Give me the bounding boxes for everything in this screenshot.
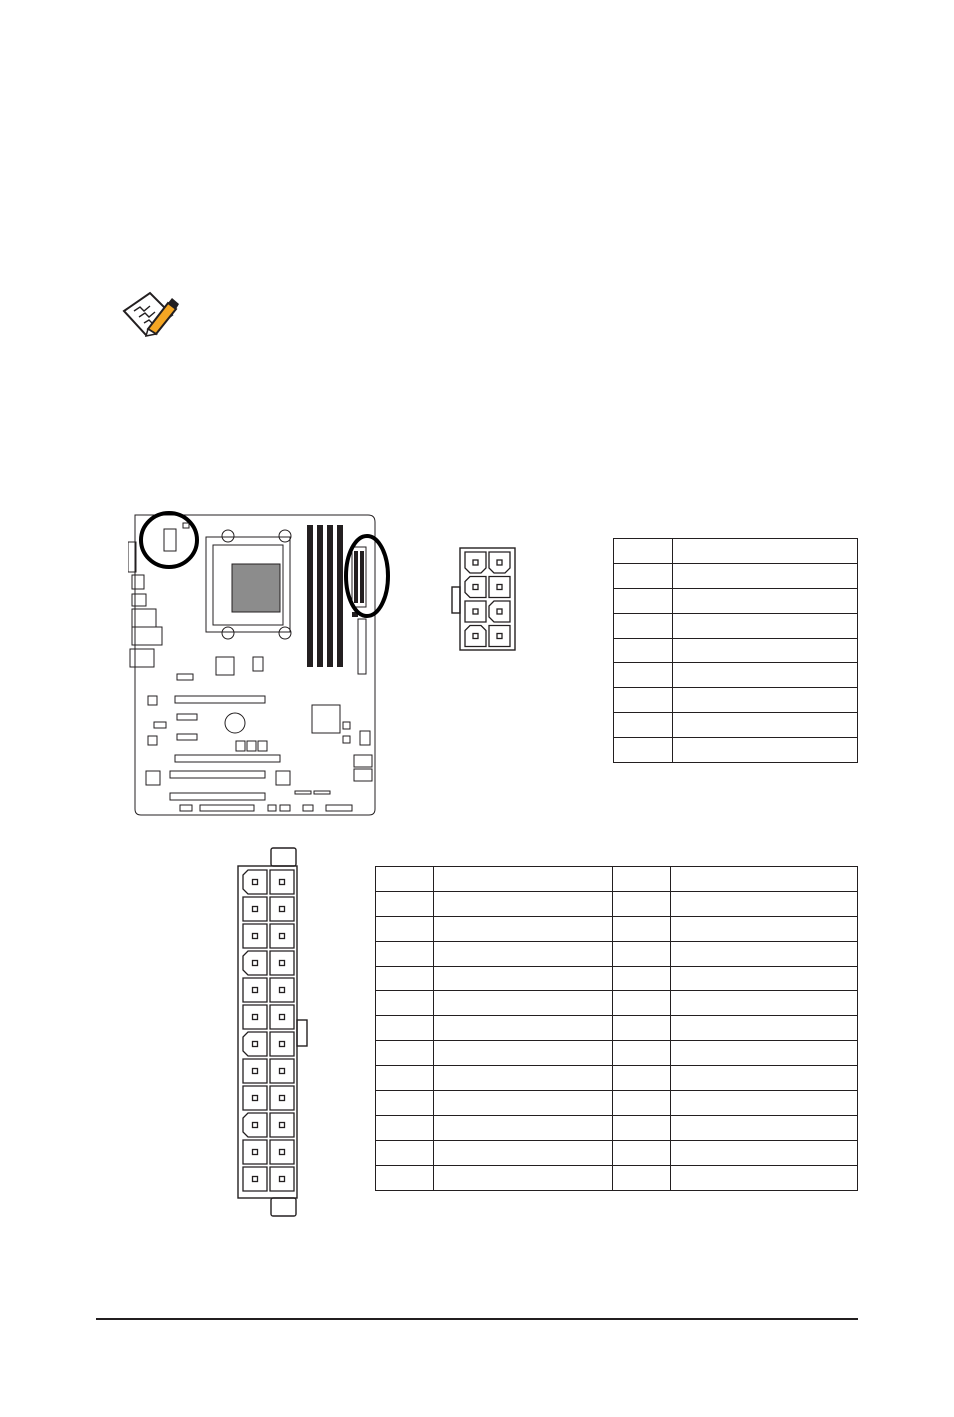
pin-table-cell: [671, 1016, 858, 1041]
connector-pin: [243, 1167, 267, 1191]
pin-contact: [280, 961, 285, 966]
connector-pin: [489, 626, 510, 647]
pin-table-row: [376, 1091, 858, 1116]
pin-table-cell: [433, 966, 612, 991]
connector-pin: [270, 870, 294, 894]
connector-pin: [465, 552, 486, 573]
pin-table-cell: [671, 1165, 858, 1190]
pin-table-cell: [672, 563, 857, 588]
connector-pin: [270, 1086, 294, 1110]
pin-table-cell: [433, 1066, 612, 1091]
pin-contact: [253, 907, 258, 912]
pin-table-row: [614, 688, 858, 713]
pin-contact: [497, 609, 502, 614]
connector-pin: [243, 897, 267, 921]
connector-pin: [270, 1059, 294, 1083]
pin-table-row: [614, 738, 858, 763]
pin-table-cell: [612, 941, 671, 966]
pin-table-cell: [433, 1115, 612, 1140]
pin-table-cell: [671, 1041, 858, 1066]
pin-table-cell: [671, 1140, 858, 1165]
connector-pin: [270, 924, 294, 948]
pin-contact: [253, 961, 258, 966]
note-pencil-icon: [122, 289, 182, 339]
pin-contact: [280, 1096, 285, 1101]
pin-table-cell: [671, 1091, 858, 1116]
pin-contact: [280, 1123, 285, 1128]
connector-pin: [243, 1086, 267, 1110]
pin-table-cell: [433, 916, 612, 941]
pin-contact: [497, 634, 502, 639]
atx12v-pin-table: [613, 538, 858, 763]
motherboard-layout: [128, 509, 390, 821]
pin-table-cell: [672, 539, 857, 564]
pin-table-cell: [614, 688, 673, 713]
pin-table-row: [376, 916, 858, 941]
pin-contact: [473, 585, 478, 590]
pin-contact: [280, 1069, 285, 1074]
pin-table-cell: [614, 539, 673, 564]
pin-contact: [280, 934, 285, 939]
connector-pin: [270, 1005, 294, 1029]
pin-table-cell: [614, 713, 673, 738]
connector-pin: [243, 1005, 267, 1029]
pin-table-row: [614, 539, 858, 564]
connector-pin: [270, 1140, 294, 1164]
pin-table-row: [376, 1140, 858, 1165]
pin-table-row: [614, 613, 858, 638]
connector-pin: [243, 951, 267, 975]
pin-table-cell: [614, 738, 673, 763]
pin-table-cell: [614, 663, 673, 688]
pin-table-row: [376, 1041, 858, 1066]
note-icon: [122, 289, 182, 339]
pin-table-cell: [672, 588, 857, 613]
footer-rule: [96, 1318, 858, 1320]
connector-pin: [489, 601, 510, 622]
connector-pin: [489, 552, 510, 573]
pin-table-row: [376, 1165, 858, 1190]
pin-table-row: [376, 1115, 858, 1140]
pin-contact: [253, 1069, 258, 1074]
pin-table-cell: [376, 1091, 434, 1116]
pin-table-cell: [376, 941, 434, 966]
pin-table-cell: [376, 1115, 434, 1140]
pin-table-row: [376, 1066, 858, 1091]
connector-pin: [270, 951, 294, 975]
pin-table-cell: [612, 867, 671, 892]
connector-pin: [243, 1032, 267, 1056]
pin-table-cell: [376, 867, 434, 892]
atx12v-connector-diagram: [448, 547, 518, 653]
connector-pin: [270, 978, 294, 1002]
pin-table-cell: [612, 1016, 671, 1041]
pin-table-cell: [433, 941, 612, 966]
pin-table-cell: [376, 966, 434, 991]
pin-table-cell: [612, 991, 671, 1016]
motherboard-diagram: [128, 509, 390, 821]
connector-pin: [243, 978, 267, 1002]
pin-table-cell: [671, 1066, 858, 1091]
pin-table-cell: [433, 891, 612, 916]
pin-contact: [253, 1150, 258, 1155]
pin-table-cell: [612, 916, 671, 941]
pin-table-cell: [612, 891, 671, 916]
pin-table-cell: [612, 1140, 671, 1165]
pin-contact: [497, 560, 502, 565]
pin-table-cell: [433, 991, 612, 1016]
connector-pin: [243, 924, 267, 948]
pin-table-cell: [672, 663, 857, 688]
pin-table-cell: [612, 1165, 671, 1190]
pin-table-cell: [376, 1140, 434, 1165]
pin-table-row: [376, 941, 858, 966]
pin-table-row: [614, 713, 858, 738]
pin-table-cell: [614, 588, 673, 613]
pin-contact: [253, 1096, 258, 1101]
pin-contact: [280, 907, 285, 912]
pin-table-row: [614, 588, 858, 613]
pin-table-cell: [672, 738, 857, 763]
pin-contact: [253, 1177, 258, 1182]
pin-table-cell: [671, 916, 858, 941]
pin-contact: [473, 560, 478, 565]
pin-table-cell: [612, 1066, 671, 1091]
pin-table-row: [376, 891, 858, 916]
pin-table-cell: [433, 1165, 612, 1190]
pin-table-cell: [433, 1140, 612, 1165]
connector-pin: [243, 870, 267, 894]
connector-pin: [270, 1167, 294, 1191]
pin-table-cell: [376, 916, 434, 941]
connector-pin: [270, 897, 294, 921]
pin-contact: [253, 1042, 258, 1047]
pin-table-cell: [433, 1041, 612, 1066]
pin-table-cell: [376, 1016, 434, 1041]
pin-table-cell: [614, 613, 673, 638]
pin-table-cell: [612, 1091, 671, 1116]
pin-contact: [280, 1042, 285, 1047]
connector-pin: [243, 1059, 267, 1083]
pin-table-cell: [376, 891, 434, 916]
pin-contact: [280, 1015, 285, 1020]
pin-contact: [253, 934, 258, 939]
pin-contact: [497, 585, 502, 590]
pin-table-cell: [612, 966, 671, 991]
pin-table-cell: [376, 1066, 434, 1091]
pin-table-row: [376, 1016, 858, 1041]
pin-table-row: [614, 563, 858, 588]
pin-table-cell: [672, 688, 857, 713]
pin-table-cell: [433, 1016, 612, 1041]
connector-pin: [243, 1113, 267, 1137]
connector-pin: [489, 577, 510, 598]
pin-contact: [280, 1150, 285, 1155]
connector-pin: [465, 601, 486, 622]
pin-table-row: [376, 867, 858, 892]
connector-pin: [270, 1032, 294, 1056]
pin-table-cell: [672, 638, 857, 663]
connector-pin: [243, 1140, 267, 1164]
pin-table-row: [614, 663, 858, 688]
pin-contact: [253, 1123, 258, 1128]
pin-table-cell: [614, 638, 673, 663]
connector-pin: [465, 577, 486, 598]
pin-table-cell: [376, 1041, 434, 1066]
pin-table-row: [376, 966, 858, 991]
pin-table-cell: [614, 563, 673, 588]
atx-pin-table: [375, 866, 858, 1191]
pin-contact: [280, 988, 285, 993]
pin-table-cell: [376, 991, 434, 1016]
connector-pin: [270, 1113, 294, 1137]
pin-contact: [473, 609, 478, 614]
pin-contact: [473, 634, 478, 639]
pin-table-row: [614, 638, 858, 663]
pin-table-cell: [671, 991, 858, 1016]
pin-contact: [253, 880, 258, 885]
pin-table-cell: [672, 613, 857, 638]
pin-contact: [280, 880, 285, 885]
pin-table-row: [376, 991, 858, 1016]
pin-table-cell: [672, 713, 857, 738]
atx-connector-diagram: [229, 846, 319, 1220]
pin-table-cell: [671, 941, 858, 966]
pin-table-cell: [433, 867, 612, 892]
pin-table-cell: [671, 966, 858, 991]
connector-pin: [465, 626, 486, 647]
pin-table-cell: [376, 1165, 434, 1190]
pin-contact: [253, 988, 258, 993]
pin-table-cell: [671, 867, 858, 892]
pin-table-cell: [612, 1041, 671, 1066]
pin-contact: [280, 1177, 285, 1182]
pin-table-cell: [671, 1115, 858, 1140]
pin-table-cell: [612, 1115, 671, 1140]
pin-contact: [253, 1015, 258, 1020]
pin-table-cell: [433, 1091, 612, 1116]
pin-table-cell: [671, 891, 858, 916]
